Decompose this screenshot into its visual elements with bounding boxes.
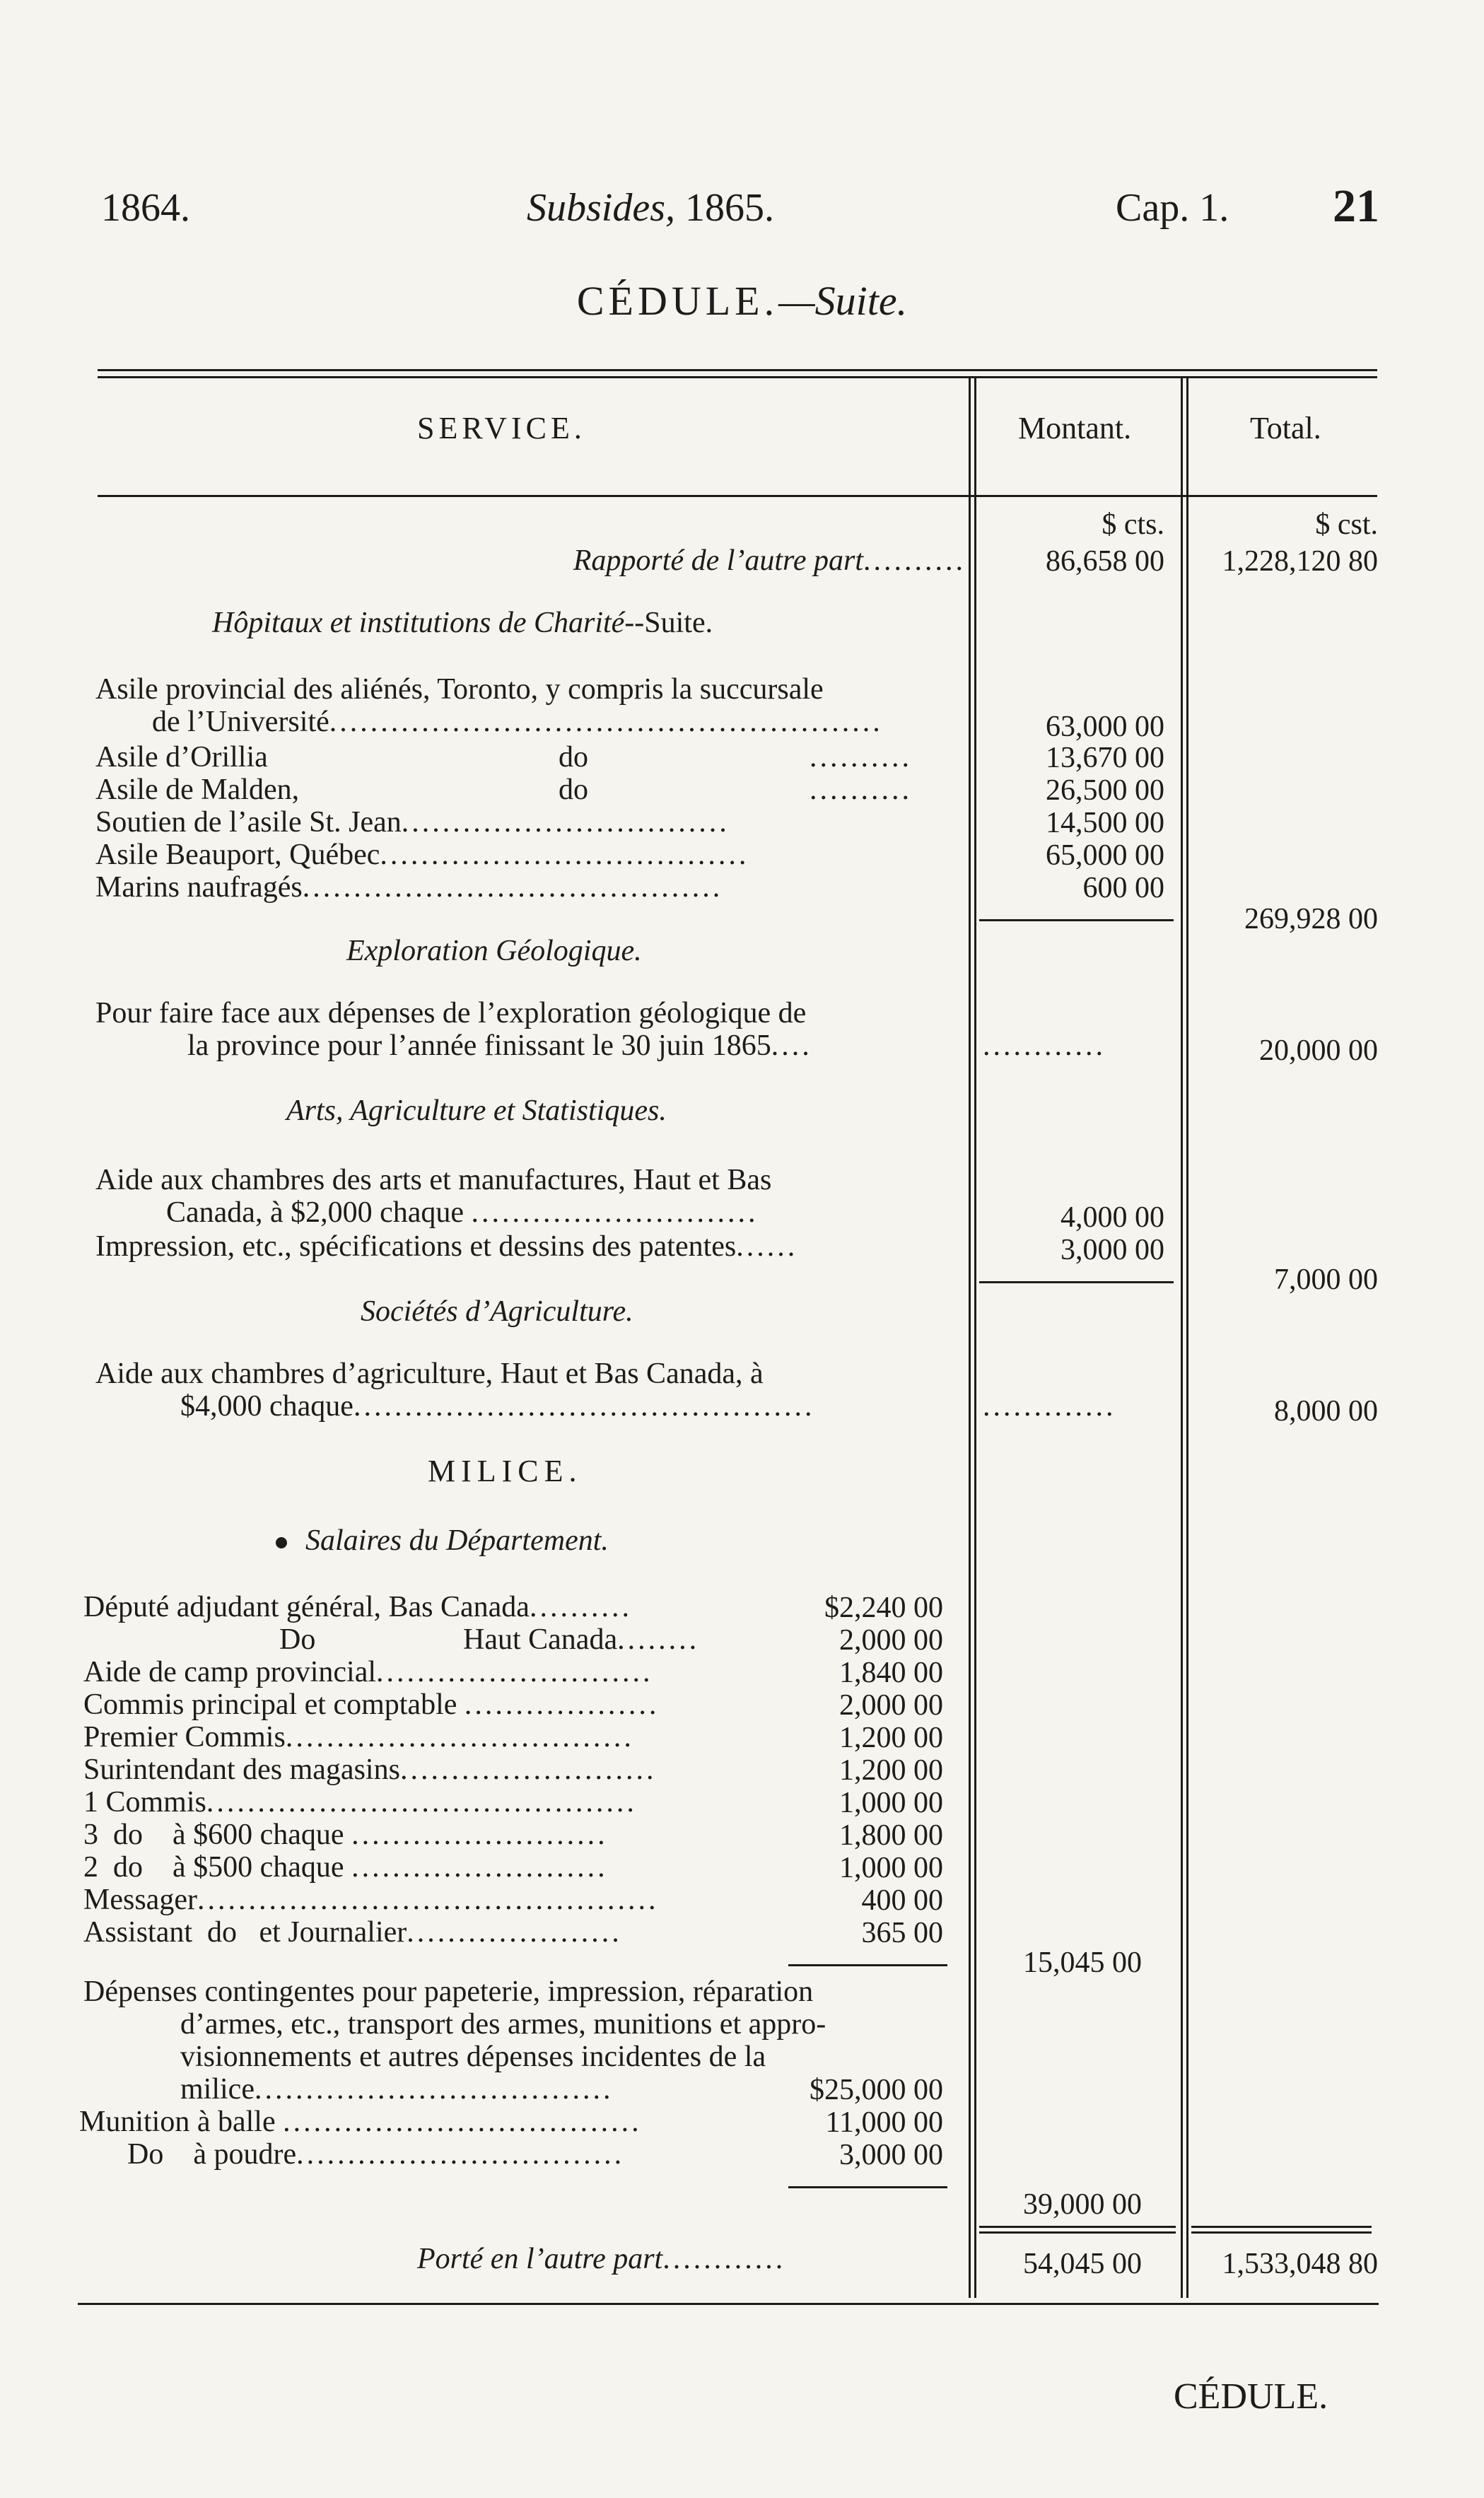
munition-balle-dots: ...................................: [283, 2106, 642, 2138]
milice-item-row: [83, 1721, 634, 1753]
milice-heading: MILICE.: [428, 1454, 583, 1488]
table-top-rule-1: [98, 369, 1377, 371]
montant-units: $ cts.: [1102, 508, 1164, 541]
arts-item1-line2: Canada, à $2,000 chaque: [166, 1196, 465, 1229]
milice-item-label: Aide de camp provincial: [83, 1656, 377, 1688]
milice-item-dots: ..........................................: [206, 1786, 637, 1819]
societes-line1: Aide aux chambres d’agriculture, Haut et Bas Canada, à: [95, 1358, 764, 1390]
header-subject-title: Subsides,: [527, 186, 675, 230]
arts-item2-label: Impression, etc., spécifications et dessins des patentes: [95, 1230, 737, 1263]
societes-montant-dots: .............: [983, 1390, 1116, 1423]
milice-item-label: 2 do à $500 chaque: [83, 1851, 344, 1884]
contingentes-dots: ...................................: [254, 2073, 614, 2106]
milice-item-row: [83, 1884, 658, 1916]
hopitaux-heading-plain: Suite.: [644, 607, 713, 639]
total-units: $ cst.: [1315, 508, 1378, 541]
milice-item-dots: ...........................: [376, 1656, 653, 1688]
exploration-montant-dots: ............: [983, 1029, 1106, 1062]
munition-poudre-row: [127, 2138, 624, 2171]
hopitaux-item-ditto: do: [559, 741, 588, 774]
column-heading-montant: Montant.: [1018, 411, 1132, 445]
milice-item-row: [83, 1591, 632, 1623]
hopitaux-item-label: Soutien de l’asile St. Jean: [95, 806, 402, 839]
montant-total-rule-2: [979, 2231, 1176, 2234]
milice-item-dots: ..........: [529, 1591, 632, 1623]
salaires-total: 15,045 00: [1023, 1947, 1142, 1979]
contingentes-line3: visionnements et autres dépenses incidentes de la: [180, 2041, 766, 2073]
exploration-total: 20,000 00: [1259, 1034, 1378, 1067]
milice-item-dots: .........................: [399, 1753, 657, 1786]
milice-item-dots: ...................: [464, 1688, 660, 1721]
header-chapter: Cap. 1.: [1116, 186, 1229, 230]
arts-sum-rule: [979, 1281, 1174, 1283]
contingentes-line4-row: [180, 2073, 613, 2106]
munition-poudre-label: Do à poudre: [127, 2138, 297, 2171]
hopitaux-sum-rule: [979, 919, 1174, 921]
milice-item-dots: .....................: [407, 1916, 622, 1949]
societes-heading: Sociétés d’Agriculture.: [361, 1295, 633, 1328]
milice-subheading: Salaires du Département.: [305, 1524, 609, 1557]
milice-item-row: [83, 1851, 608, 1884]
societes-line2: $4,000 chaque: [180, 1390, 354, 1423]
milice-item-label: Surintendant des magasins: [83, 1753, 400, 1786]
hopitaux-item-label: Asile provincial des aliénés, Toronto, y compris la succursale: [95, 673, 824, 706]
column-divider-left-b: [974, 378, 976, 2298]
column-divider-right-b: [1186, 378, 1188, 2298]
table-bottom-rule: [78, 2303, 1379, 2305]
munitions-sum-rule: [788, 2186, 947, 2188]
exploration-dots: ....: [771, 1029, 812, 1062]
footer-catchword: CÉDULE.: [1174, 2376, 1328, 2417]
hopitaux-item-label2: de l’Université: [152, 706, 329, 738]
milice-item-amount: 400 00: [861, 1884, 943, 1917]
hopitaux-item-dots: ....................................: [380, 839, 749, 871]
hopitaux-item-dots: ..........: [810, 774, 912, 806]
munition-balle-amount: 11,000 00: [825, 2106, 943, 2139]
exploration-heading: Exploration Géologique.: [346, 935, 642, 967]
column-heading-service: SERVICE.: [417, 411, 586, 445]
societes-line2-row: [180, 1390, 814, 1423]
arts-item1-dots: ............................: [471, 1196, 759, 1229]
arts-total: 7,000 00: [1274, 1263, 1378, 1296]
carried-in-text: Rapporté de l’autre part: [573, 544, 863, 577]
milice-item-dots: ........: [617, 1623, 700, 1656]
hopitaux-item-dots: ................................: [401, 806, 730, 839]
column-heading-total: Total.: [1250, 411, 1321, 445]
carried-in-label: [573, 544, 966, 577]
title-main: CÉDULE.: [576, 278, 779, 324]
milice-item-amount: 1,000 00: [839, 1787, 943, 1819]
grand-total-rule-2: [1191, 2231, 1372, 2234]
carried-out-montant: 54,045 00: [1023, 2248, 1142, 2280]
carried-in-montant: 86,658 00: [1046, 545, 1164, 578]
milice-item-label: Messager: [83, 1884, 197, 1916]
hopitaux-item-label: Asile Beauport, Québec: [95, 839, 380, 871]
hopitaux-item-label-cont: [152, 706, 883, 738]
milice-item-label: Premier Commis: [83, 1721, 286, 1753]
exploration-line2-row: [187, 1029, 812, 1062]
milice-item-dots: .........................: [351, 1819, 608, 1851]
munition-balle-row: [79, 2106, 642, 2138]
milice-item-amount: 1,000 00: [839, 1852, 943, 1884]
societes-dots: .............................................: [353, 1390, 815, 1423]
hopitaux-item-amount: 13,670 00: [1046, 742, 1164, 774]
grand-total-rule-1: [1191, 2226, 1372, 2228]
milice-item-dots: ..................................: [285, 1721, 634, 1753]
milice-item-label-b: Haut Canada: [463, 1623, 618, 1656]
hopitaux-item-amount: 600 00: [1082, 872, 1164, 904]
carried-out-row: [417, 2243, 785, 2275]
milice-item-row: [83, 1786, 637, 1819]
hopitaux-total: 269,928 00: [1244, 903, 1378, 935]
milice-item-dots: .........................: [351, 1851, 608, 1884]
hopitaux-item-label: Asile de Malden,: [95, 774, 300, 806]
hopitaux-item-amount: 14,500 00: [1046, 807, 1164, 839]
arts-item2-amount: 3,000 00: [1061, 1234, 1164, 1266]
arts-item2-row: [95, 1230, 797, 1263]
milice-item-amount: 2,000 00: [839, 1624, 943, 1657]
hopitaux-item-row: [95, 871, 723, 904]
munition-balle-label: Munition à balle: [79, 2106, 276, 2138]
table-top-rule-2: [98, 376, 1377, 378]
milice-item-amount: $2,240 00: [824, 1592, 943, 1624]
hopitaux-item-row: [95, 806, 730, 839]
milice-item-row: [83, 1688, 659, 1721]
header-year: 1864.: [101, 186, 190, 230]
milice-item-label: Do: [279, 1623, 316, 1656]
hopitaux-item-ditto: do: [559, 774, 588, 806]
milice-item-label: Commis principal et comptable: [83, 1688, 457, 1721]
munition-poudre-dots: ................................: [296, 2138, 625, 2171]
page-title: [0, 277, 1484, 325]
hopitaux-item-dots: ......................................................: [329, 706, 883, 738]
hopitaux-item-dots: ..........: [810, 741, 912, 774]
hopitaux-heading-italic: Hôpitaux et institutions de Charité--: [212, 607, 645, 639]
milice-item-label: Député adjudant général, Bas Canada: [83, 1591, 530, 1623]
milice-item-label: Assistant do et Journalier: [83, 1916, 407, 1949]
milice-item-amount: 1,800 00: [839, 1819, 943, 1852]
carried-in-total: 1,228,120 80: [1222, 545, 1378, 578]
hopitaux-item-label: Asile d’Orillia: [95, 741, 268, 774]
hopitaux-item-dots: .........................................: [302, 871, 723, 904]
milice-subheading-row: [276, 1524, 609, 1557]
arts-item1-line1: Aide aux chambres des arts et manufactures, Haut et Bas: [95, 1164, 772, 1196]
exploration-line1: Pour faire face aux dépenses de l’exploration géologique de: [95, 997, 807, 1029]
milice-item-row: [83, 1656, 653, 1688]
montant-total-rule-1: [979, 2226, 1176, 2228]
column-divider-left-a: [969, 378, 971, 2298]
carried-out-label: Porté en l’autre part: [417, 2243, 663, 2275]
header-subject-year: 1865.: [685, 186, 774, 230]
milice-item-amount: 1,200 00: [839, 1754, 943, 1787]
salaires-sum-rule: [788, 1964, 947, 1966]
hopitaux-item-amount: 63,000 00: [1046, 711, 1164, 743]
milice-item-row: [83, 1916, 622, 1949]
milice-item-amount: 2,000 00: [839, 1689, 943, 1722]
page-number: 21: [1333, 180, 1379, 232]
milice-item-row: [83, 1819, 608, 1851]
milice-item-label: 3 do à $600 chaque: [83, 1819, 344, 1851]
milice-item-amount: 1,200 00: [839, 1722, 943, 1754]
milice-item-label: 1 Commis: [83, 1786, 206, 1819]
arts-heading: Arts, Agriculture et Statistiques.: [286, 1095, 667, 1127]
milice-item-dots: .............................................: [197, 1884, 659, 1916]
hopitaux-item-amount: 65,000 00: [1046, 839, 1164, 872]
munitions-total: 39,000 00: [1023, 2188, 1142, 2221]
header-subject: [527, 185, 774, 230]
contingentes-amount: $25,000 00: [810, 2074, 943, 2106]
title-suffix: —Suite.: [778, 278, 908, 324]
milice-item-amount: 365 00: [861, 1917, 943, 1949]
contingentes-line1: Dépenses contingentes pour papeterie, impression, réparation: [83, 1975, 814, 2008]
milice-item-row: [463, 1623, 699, 1656]
carried-out-dots: ............: [662, 2243, 786, 2275]
societes-total: 8,000 00: [1274, 1395, 1378, 1428]
carried-out-total: 1,533,048 80: [1222, 2248, 1378, 2280]
arts-item1-amount: 4,000 00: [1061, 1201, 1164, 1234]
arts-item2-dots: ......: [736, 1230, 798, 1263]
milice-item-amount: 1,840 00: [839, 1657, 943, 1689]
hopitaux-item-row: [95, 839, 749, 871]
contingentes-line2: d’armes, etc., transport des armes, munitions et appro-: [180, 2008, 826, 2041]
carried-in-dots: ..........: [863, 544, 966, 577]
column-divider-right-a: [1181, 378, 1183, 2298]
table-header-rule: [98, 495, 1377, 497]
munition-poudre-amount: 3,000 00: [839, 2139, 943, 2171]
hopitaux-heading: [212, 607, 713, 639]
milice-item-row: [83, 1753, 656, 1786]
bullet-icon: [276, 1537, 287, 1548]
arts-item1-line2-row: [166, 1196, 759, 1229]
exploration-line2: la province pour l’année finissant le 30 juin 1865: [187, 1029, 771, 1062]
contingentes-line4: milice: [180, 2073, 255, 2106]
hopitaux-item-amount: 26,500 00: [1046, 774, 1164, 807]
hopitaux-item-label: Marins naufragés: [95, 871, 303, 904]
